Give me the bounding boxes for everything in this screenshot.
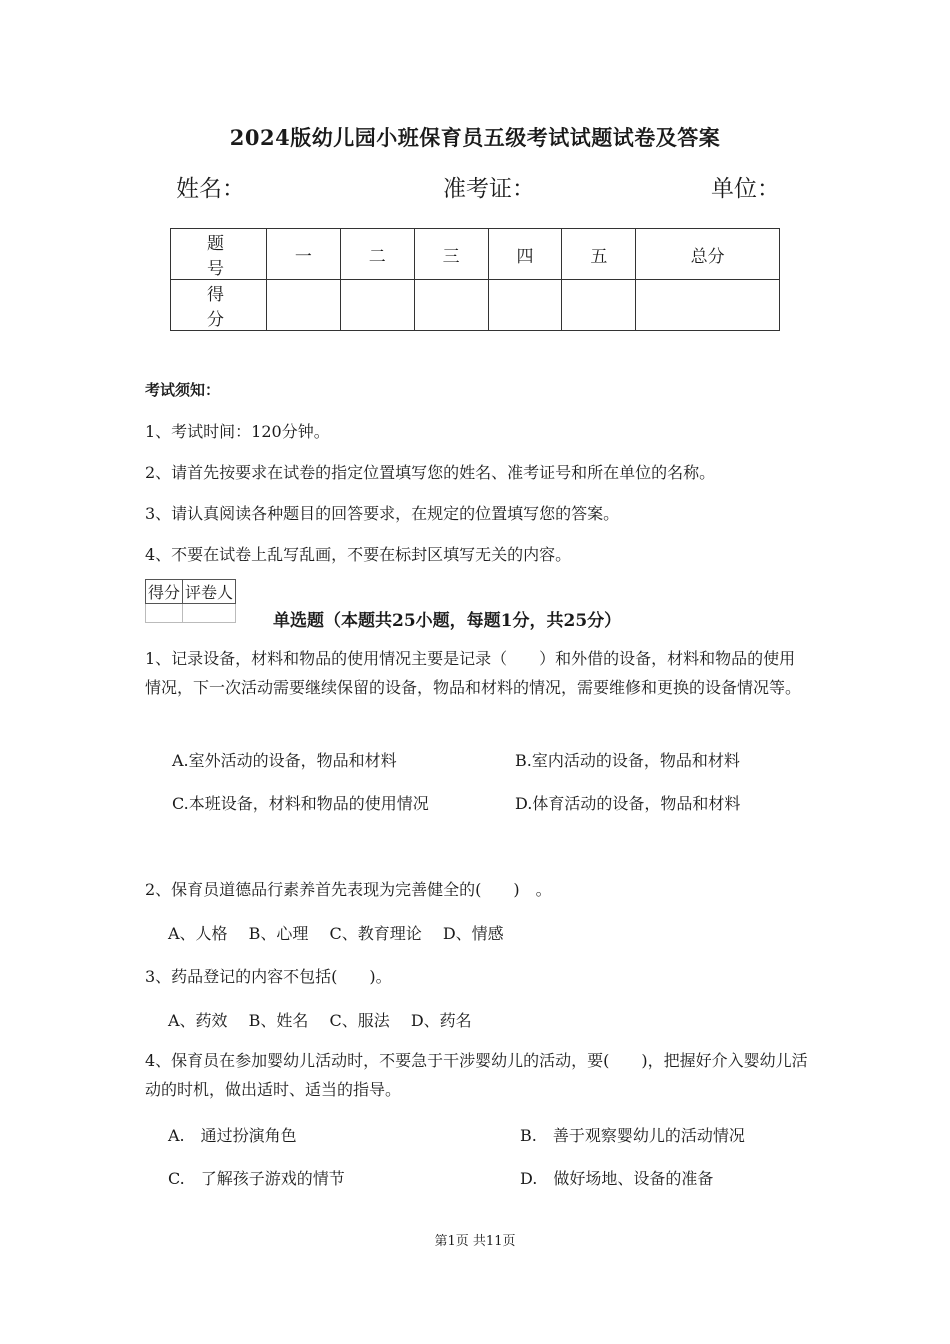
column-header: 一 [267, 229, 341, 280]
column-header: 五 [562, 229, 636, 280]
score-cell [267, 280, 341, 331]
grader-name-label: 评卷人 [183, 580, 236, 604]
notice-item: 2、请首先按要求在试卷的指定位置填写您的姓名、准考证号和所在单位的名称。 [145, 463, 716, 482]
column-header: 四 [488, 229, 562, 280]
score-cell [340, 280, 414, 331]
question-option: B.室内活动的设备，物品和材料 [515, 751, 740, 770]
column-header: 二 [340, 229, 414, 280]
score-cell [414, 280, 488, 331]
question-option: C. 了解孩子游戏的情节 [168, 1169, 345, 1188]
question-options-line: A、人格 B、心理 C、教育理论 D、情感 [168, 924, 504, 943]
notice-item: 4、不要在试卷上乱写乱画，不要在标封区填写无关的内容。 [145, 545, 572, 564]
exam-id-field-label: 准考证： [443, 176, 535, 202]
score-table-score-row [171, 280, 780, 331]
question-option: D. 做好场地、设备的准备 [520, 1169, 714, 1188]
column-header: 三 [414, 229, 488, 280]
row-header-question-number: 题 号 [171, 229, 267, 280]
grader-name-cell [183, 604, 236, 623]
question-option: B. 善于观察婴幼儿的活动情况 [520, 1126, 745, 1145]
name-field-label: 姓名： [176, 176, 245, 202]
notice-heading: 考试须知： [145, 381, 221, 399]
grader-score-cell [146, 604, 183, 623]
question-option: D.体育活动的设备，物品和材料 [515, 794, 741, 813]
question-options-line: A、药效 B、姓名 C、服法 D、药名 [168, 1011, 472, 1030]
column-header: 总分 [636, 229, 780, 280]
notice-item: 1、考试时间：120分钟。 [145, 422, 330, 441]
score-table-header-row [171, 229, 780, 280]
question-option: C.本班设备，材料和物品的使用情况 [172, 794, 429, 813]
grader-box [145, 579, 236, 623]
question-option: A. 通过扮演角色 [168, 1126, 297, 1145]
score-cell [636, 280, 780, 331]
question-stem: 1、记录设备，材料和物品的使用情况主要是记录（ ）和外借的设备，材料和物品的使用情况，下一次活动需要继续保留的设备，物品和材料的情况，需要维修和更换的设备情况等。 [145, 649, 802, 697]
question-stem: 4、保育员在参加婴幼儿活动时，不要急于干涉婴幼儿的活动，要( )，把握好介入婴幼儿活动的时机，做出适时、适当的指导。 [145, 1051, 808, 1099]
question-stem: 3、药品登记的内容不包括( )。 [145, 967, 392, 986]
notice-item: 3、请认真阅读各种题目的回答要求，在规定的位置填写您的答案。 [145, 504, 620, 523]
score-table [170, 228, 780, 331]
unit-field-label: 单位： [711, 176, 780, 202]
question-option: A.室外活动的设备，物品和材料 [172, 751, 397, 770]
row-header-score: 得 分 [171, 280, 267, 331]
grader-score-label: 得分 [146, 580, 183, 604]
section-title: 单选题（本题共25小题，每题1分，共25分） [273, 611, 622, 631]
question-stem: 2、保育员道德品行素养首先表现为完善健全的( ) 。 [145, 880, 552, 899]
page-footer: 第1页 共11页 [434, 1234, 516, 1249]
page-title: 2024版幼儿园小班保育员五级考试试题试卷及答案 [229, 125, 721, 150]
score-cell [488, 280, 562, 331]
score-cell [562, 280, 636, 331]
